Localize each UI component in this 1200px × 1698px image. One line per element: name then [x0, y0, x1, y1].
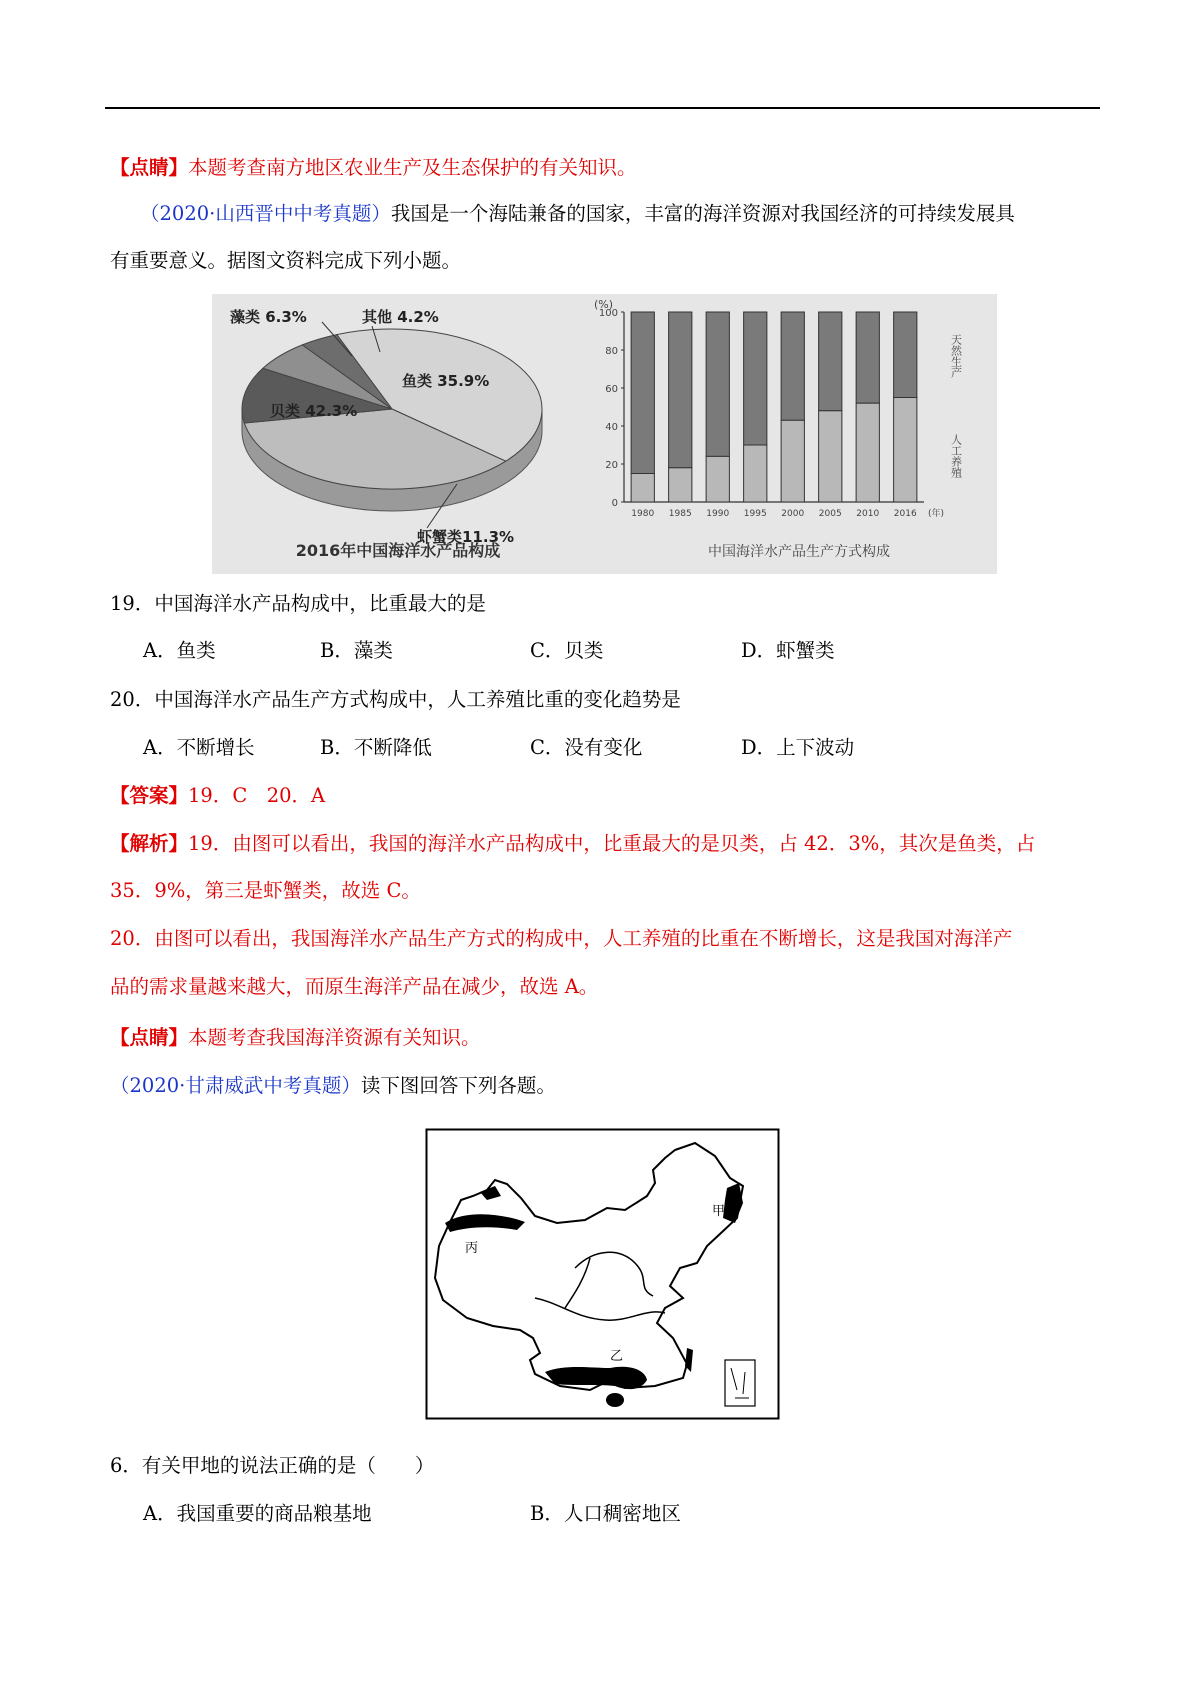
- bar-legend-天然生产: 天然生产: [949, 334, 963, 378]
- bar-ytick-20: 20: [605, 460, 618, 471]
- q19-option-a[interactable]: A．鱼类: [143, 639, 216, 662]
- gansu-text: 读下图回答下列各题。: [360, 1074, 556, 1097]
- q20-option-c[interactable]: C．没有变化: [530, 736, 643, 759]
- bar-chart-svg: [584, 294, 997, 574]
- shanxi-intro-line2: 有重要意义。据图文资料完成下列小题。: [110, 249, 462, 272]
- bar-natural-2010: [856, 312, 879, 403]
- pie-chart-svg: [212, 294, 584, 574]
- q6-option-a[interactable]: A．我国重要的商品粮基地: [143, 1502, 372, 1525]
- bar-xtick-1990: 1990: [706, 509, 730, 519]
- pie-label-鱼类: 鱼类 35.9%: [402, 372, 490, 390]
- bar-xtick-2005: 2005: [818, 509, 842, 519]
- pie-label-其他: 其他 4.2%: [362, 308, 439, 326]
- bar-artificial-1980: [631, 474, 654, 503]
- q20-option-b[interactable]: B．不断降低: [320, 736, 432, 759]
- pie-label-贝类: 贝类 42.3%: [270, 402, 358, 420]
- bar-xtick-1980: 1980: [631, 509, 655, 519]
- bar-y-unit: (%): [594, 298, 614, 311]
- bar-artificial-1985: [669, 468, 692, 502]
- analysis-text1: 19．由图可以看出，我国的海洋水产品构成中，比重最大的是贝类，占 42．3%，其次是鱼类，占: [188, 832, 1036, 855]
- dianjing-2-tag: 【点睛】: [110, 1026, 189, 1049]
- label-jia: 甲: [712, 1204, 726, 1219]
- bar-chart-figure: [584, 294, 997, 574]
- q6-option-b[interactable]: B．人口稠密地区: [530, 1502, 681, 1525]
- pie-chart-title: 2016年中国海洋水产品构成: [295, 541, 501, 560]
- label-bing: 丙: [465, 1241, 479, 1256]
- gansu-source: （2020·甘肃威武中考真题）: [110, 1074, 361, 1097]
- q20-option-d[interactable]: D．上下波动: [741, 736, 855, 759]
- bar-xtick-1995: 1995: [743, 509, 767, 519]
- bar-legend-人工养殖: 人工养殖: [949, 434, 963, 478]
- answer-tag: 【答案】: [110, 784, 189, 807]
- gansu-intro: [110, 1072, 556, 1100]
- header-rule: [105, 107, 1100, 109]
- answer-text: 19．C 20．A: [188, 784, 326, 807]
- bar-xtick-2016: 2016: [893, 509, 917, 519]
- q20-stem: 20．中国海洋水产品生产方式构成中，人工养殖比重的变化趋势是: [110, 688, 681, 711]
- bar-ytick-80: 80: [605, 346, 618, 357]
- q19-option-d[interactable]: D．虾蟹类: [741, 639, 835, 662]
- dianjing-1-text: 本题考查南方地区农业生产及生态保护的有关知识。: [188, 156, 637, 179]
- bar-xtick-2010: 2010: [856, 509, 880, 519]
- analysis-line2: 35．9%，第三是虾蟹类，故选 C。: [110, 879, 421, 902]
- hainan-island: [606, 1393, 624, 1407]
- bar-artificial-2000: [781, 420, 804, 502]
- pie-label-藻类: 藻类 6.3%: [230, 308, 307, 326]
- bar-natural-2016: [894, 312, 917, 398]
- bar-ytick-0: 0: [611, 498, 618, 509]
- analysis-tag: 【解析】: [110, 832, 189, 855]
- q19-option-c[interactable]: C．贝类: [530, 639, 604, 662]
- pie-chart-figure: [212, 294, 584, 574]
- bar-natural-2000: [781, 312, 804, 420]
- bar-natural-1995: [744, 312, 767, 445]
- shanxi-text1: 我国是一个海陆兼备的国家，丰富的海洋资源对我国经济的可持续发展具: [390, 202, 1015, 225]
- south-china-sea-inset: [725, 1360, 755, 1406]
- shanxi-source: （2020·山西晋中中考真题）: [140, 202, 391, 225]
- analysis-line1: [110, 830, 1035, 858]
- bar-ytick-100: 100: [598, 308, 618, 319]
- q6-stem: 6．有关甲地的说法正确的是（ ）: [110, 1454, 435, 1477]
- bar-natural-1990: [706, 312, 729, 456]
- dianjing-2: [110, 1024, 481, 1052]
- dianjing-1: [110, 154, 637, 182]
- bar-ytick-60: 60: [605, 384, 618, 395]
- bar-artificial-1995: [744, 445, 767, 502]
- q19-option-b[interactable]: B．藻类: [320, 639, 393, 662]
- bar-artificial-2005: [819, 411, 842, 502]
- bar-ytick-40: 40: [605, 422, 618, 433]
- bar-xtick-1985: 1985: [668, 509, 692, 519]
- bar-natural-2005: [819, 312, 842, 411]
- bar-chart-title: 中国海洋水产品生产方式构成: [708, 544, 890, 560]
- bar-artificial-2010: [856, 403, 879, 502]
- q19-stem: 19．中国海洋水产品构成中，比重最大的是: [110, 592, 486, 615]
- analysis-line4: 品的需求量越来越大，而原生海洋产品在减少，故选 A。: [110, 975, 599, 998]
- analysis-line3: 20．由图可以看出，我国海洋水产品生产方式的构成中，人工养殖的比重在不断增长，这是我国对海洋产: [110, 927, 1013, 950]
- answer-line: [110, 782, 325, 810]
- bar-artificial-1990: [706, 456, 729, 502]
- bar-natural-1980: [631, 312, 654, 474]
- bar-natural-1985: [669, 312, 692, 468]
- dianjing-1-tag: 【点睛】: [110, 156, 189, 179]
- q20-option-a[interactable]: A．不断增长: [143, 736, 255, 759]
- china-map-svg: [425, 1128, 780, 1420]
- bar-xtick-2000: 2000: [781, 509, 805, 519]
- bar-artificial-2016: [894, 398, 917, 503]
- label-yi: 乙: [610, 1349, 624, 1364]
- shanxi-intro-line1: [140, 200, 1015, 228]
- pie-label-虾蟹类: 虾蟹类11.3%: [417, 528, 515, 546]
- bar-x-unit: (年): [928, 509, 945, 519]
- dianjing-2-text: 本题考查我国海洋资源有关知识。: [188, 1026, 481, 1049]
- china-map-figure: [425, 1128, 780, 1420]
